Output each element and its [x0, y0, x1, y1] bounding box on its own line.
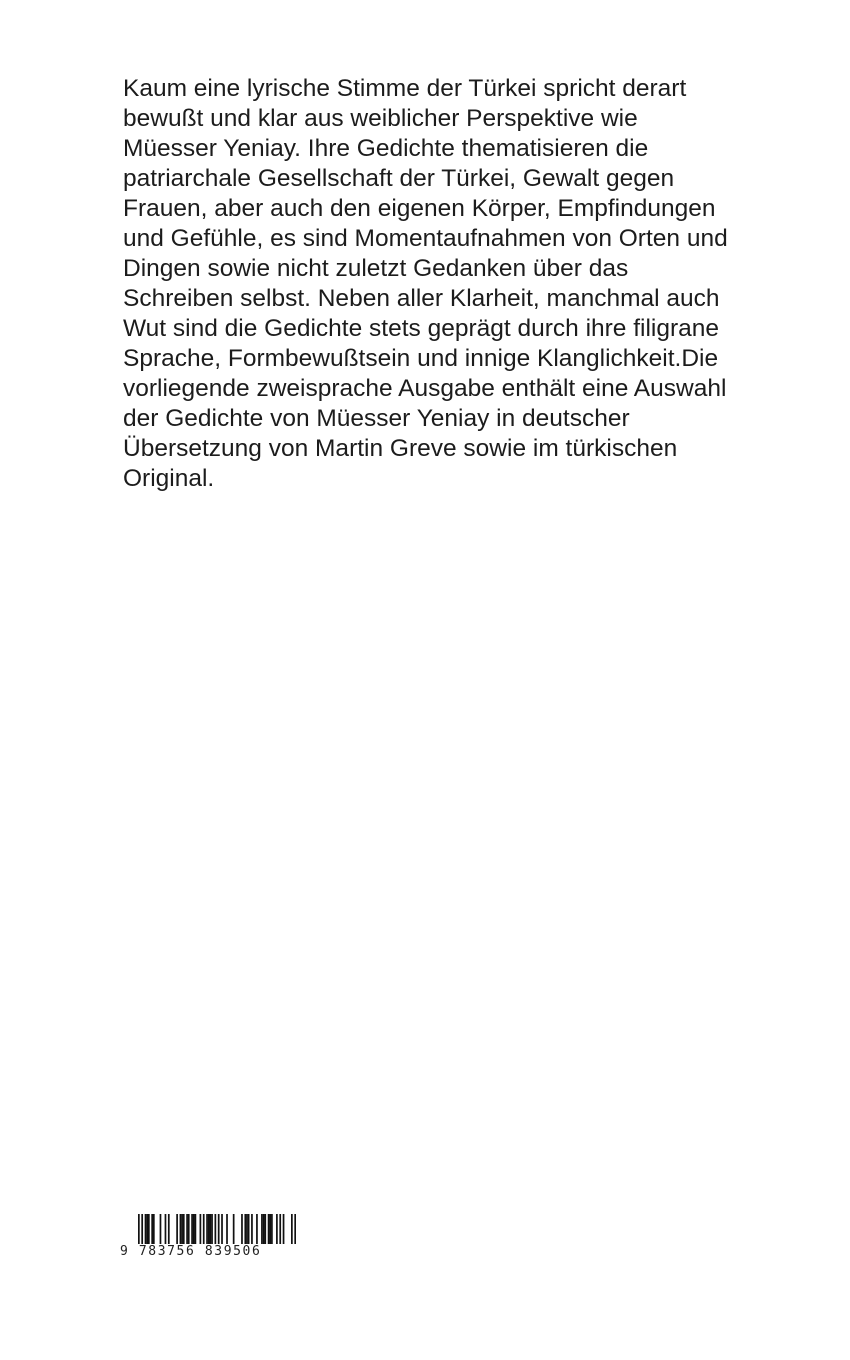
barcode-bar: [148, 1214, 150, 1244]
barcode-bar: [248, 1214, 250, 1244]
blurb-line: Sprache, Formbewußtsein und innige Klanglichkeit.Die: [123, 345, 719, 372]
barcode-bar: [294, 1214, 296, 1244]
blurb-line: bewußt und klar aus weiblicher Perspektive wie: [123, 105, 638, 132]
barcode-bar: [283, 1214, 285, 1244]
barcode-bar: [186, 1214, 188, 1244]
barcode-bar: [193, 1214, 195, 1244]
blurb-line: Müesser Yeniay. Ihre Gedichte thematisieren die: [123, 135, 649, 162]
blurb-line: Kaum eine lyrische Stimme der Türkei spricht derart: [123, 75, 687, 102]
barcode-bar: [206, 1214, 208, 1244]
barcode-bar: [191, 1214, 193, 1244]
barcode-bar: [145, 1214, 147, 1244]
blurb-line: der Gedichte von Müesser Yeniay in deutscher: [123, 405, 630, 432]
blurb-line: und Gefühle, es sind Momentaufnahmen von Orten und: [123, 225, 728, 252]
barcode-bar: [251, 1214, 253, 1244]
back-cover-blurb: [123, 74, 763, 494]
barcode-bar: [146, 1214, 148, 1244]
barcode-bar: [264, 1214, 266, 1244]
barcode-bar: [211, 1214, 213, 1244]
barcode-bar: [271, 1214, 273, 1244]
barcode-bar: [218, 1214, 220, 1244]
barcode-bar: [183, 1214, 185, 1244]
barcode-bar: [208, 1214, 210, 1244]
barcode-bar: [244, 1214, 246, 1244]
barcode-bar: [141, 1214, 143, 1244]
barcode-bar: [261, 1214, 263, 1244]
barcode-bars: [138, 1214, 296, 1244]
blurb-line: Wut sind die Gedichte stets geprägt durch ihre filigrane: [123, 315, 720, 342]
barcode-bar: [153, 1214, 155, 1244]
barcode-bar: [151, 1214, 153, 1244]
barcode-bar: [165, 1214, 167, 1244]
barcode-bar: [188, 1214, 190, 1244]
blurb-line: Schreiben selbst. Neben aller Klarheit, manchmal auch: [123, 285, 720, 312]
barcode-bar: [160, 1214, 162, 1244]
barcode-bar: [268, 1214, 270, 1244]
isbn-digits: 9 783756 839506: [120, 1244, 262, 1259]
blurb-line: Frauen, aber auch den eigenen Körper, Empfindungen: [123, 195, 716, 222]
barcode-bar: [210, 1214, 212, 1244]
barcode-bar: [215, 1214, 217, 1244]
isbn-barcode: [120, 1210, 300, 1262]
barcode-bar: [279, 1214, 281, 1244]
barcode-bar: [180, 1214, 182, 1244]
barcode-bar: [168, 1214, 170, 1244]
barcode-bar: [276, 1214, 278, 1244]
blurb-line: vorliegende zweisprache Ausgabe enthält eine Auswahl: [123, 375, 727, 402]
barcode-bar: [241, 1214, 243, 1244]
barcode-bar: [221, 1214, 223, 1244]
barcode-bar: [138, 1214, 140, 1244]
barcode-bar: [200, 1214, 202, 1244]
barcode-bar: [176, 1214, 178, 1244]
blurb-line: Dingen sowie nicht zuletzt Gedanken über das: [123, 255, 629, 282]
barcode-bar: [246, 1214, 248, 1244]
barcode-bar: [263, 1214, 265, 1244]
blurb-line: patriarchale Gesellschaft der Türkei, Gewalt gegen: [123, 165, 675, 192]
barcode-bar: [233, 1214, 235, 1244]
barcode-bar: [291, 1214, 293, 1244]
barcode-bar: [256, 1214, 258, 1244]
barcode-bar: [195, 1214, 197, 1244]
barcode-bar: [181, 1214, 183, 1244]
barcode-bar: [203, 1214, 205, 1244]
blurb-line: Original.: [123, 465, 215, 492]
blurb-line: Übersetzung von Martin Greve sowie im türkischen: [123, 435, 678, 462]
barcode-bar: [269, 1214, 271, 1244]
barcode-bar: [226, 1214, 228, 1244]
